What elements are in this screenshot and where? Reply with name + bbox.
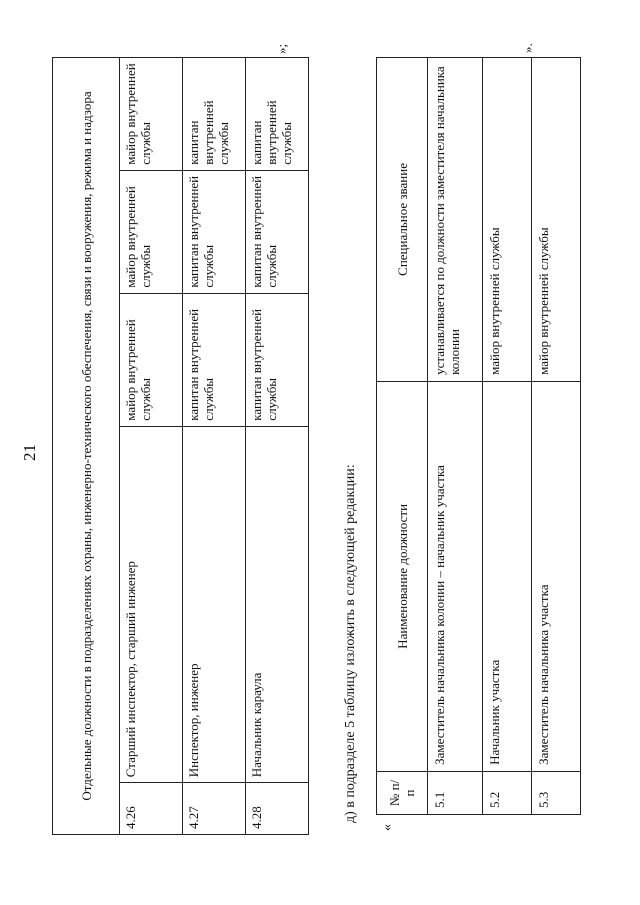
- position-name: Заместитель начальника участка: [532, 381, 581, 771]
- rank-cell: капитан внутренней службы: [183, 170, 246, 293]
- row-number: 4.26: [120, 783, 183, 835]
- column-header-number: № п/п: [377, 771, 428, 814]
- table-row: [246, 58, 309, 835]
- position-name: Инспектор, инженер: [183, 426, 246, 783]
- rank-cell: майор внутренней службы: [532, 58, 581, 382]
- amendment-paragraph: д) в подразделе 5 таблицу изложить в следующей редакции:: [343, 464, 358, 823]
- opening-quote-mark: «: [380, 824, 395, 831]
- table-row: [483, 58, 532, 815]
- row-number: 5.2: [483, 771, 532, 814]
- row-number: 4.28: [246, 783, 309, 835]
- rank-cell: устанавливается по должности заместителя начальника колонии: [428, 58, 483, 382]
- column-header-rank: Специальное звание: [377, 58, 428, 382]
- column-header-position: Наименование должности: [377, 381, 428, 771]
- rank-cell: майор внутренней службы: [120, 293, 183, 426]
- closing-quote-mark: ».: [520, 43, 535, 53]
- rank-cell: майор внутренней службы: [120, 170, 183, 293]
- row-number: 5.3: [532, 771, 581, 814]
- page-number: 21: [20, 444, 39, 461]
- position-name: Начальник участка: [483, 381, 532, 771]
- table-row: [532, 58, 581, 815]
- positions-table-4: [52, 57, 309, 835]
- rank-cell: капитан внутренней службы: [183, 293, 246, 426]
- rank-cell: капитан внутренней службы: [246, 293, 309, 426]
- table-row: [428, 58, 483, 815]
- section-title: Отдельные должности в подразделениях охраны, инженерно-технического обеспечения, связи и вооружения, режима и надзора: [53, 58, 120, 835]
- rank-cell: капитан внутренней службы: [246, 170, 309, 293]
- rank-cell: майор внутренней службы: [120, 58, 183, 171]
- table-row: [183, 58, 246, 835]
- table-row: [120, 58, 183, 835]
- rank-cell: капитан внутренней службы: [183, 58, 246, 171]
- section-title-row: [53, 58, 120, 835]
- row-number: 5.1: [428, 771, 483, 814]
- rank-cell: майор внутренней службы: [483, 58, 532, 382]
- positions-table-5: [376, 57, 581, 815]
- closing-quote-mark: »;: [274, 43, 289, 54]
- rank-cell: капитан внутренней службы: [246, 58, 309, 171]
- table-header-row: [377, 58, 428, 815]
- row-number: 4.27: [183, 783, 246, 835]
- position-name: Старший инспектор, старший инженер: [120, 426, 183, 783]
- position-name: Заместитель начальника колонии – начальник участка: [428, 381, 483, 771]
- position-name: Начальник караула: [246, 426, 309, 783]
